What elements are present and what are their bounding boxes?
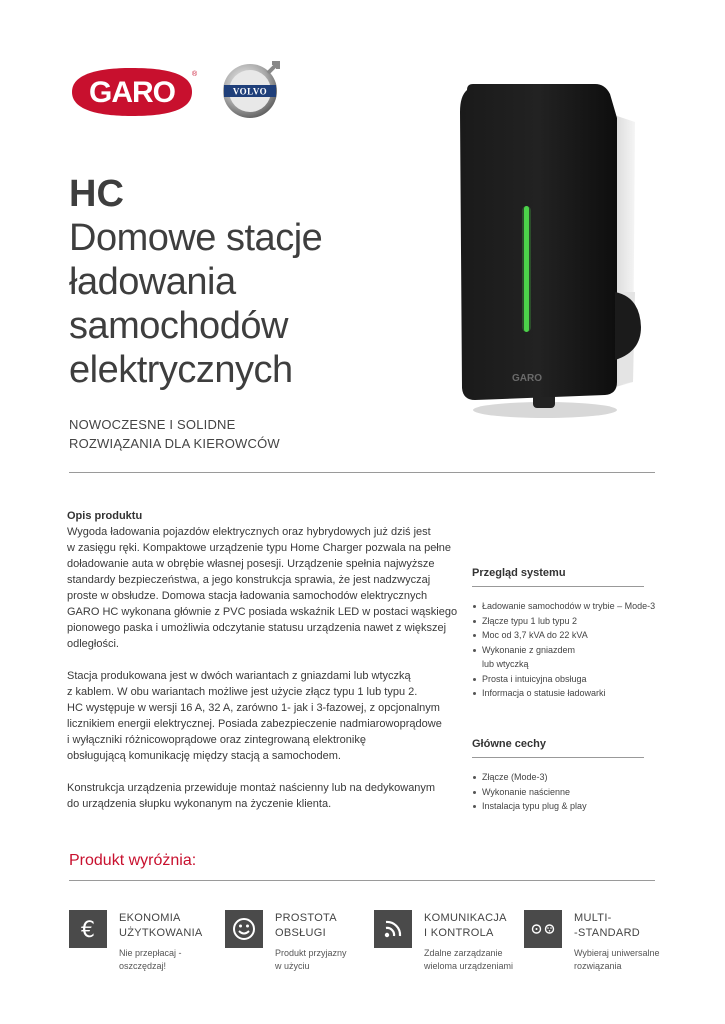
- section-heading: Główne cechy: [472, 738, 546, 750]
- list-item: Instalacja typu plug & play: [472, 799, 657, 814]
- paragraph: Konstrukcja urządzenia przewiduje montaż naścienny lub na dedykowanym do urządzenia słupku wykonanym na życzenie klienta.: [67, 782, 436, 810]
- list-item: Złącze typu 1 lub typu 2: [472, 614, 657, 629]
- paragraph: Wygoda ładowania pojazdów elektrycznych oraz hybrydowych już dziś jest w zasięgu ręki. Kompaktowe urządzenie typu Home Charger pozwala na pełne doładowanie auta w obrębie własnej posesji. Urządzenie spełnia najwyższe standardy bezpieczeństwa, a jego konstrukcja sprawia, że jest nadzwyczaj proste w obsłudze. Domowa stacja ładowania samochodów elektrycznych GARO HC wykonana głównie z PVC posiada wskaźnik LED w postaci wąskiego pionowego paska i umożliwia odczytanie statusu urządzenia nawet z większej odległości.: [67, 526, 458, 650]
- list-item: Wykonanie z gniazdem lub wtyczką: [472, 643, 657, 672]
- list-item: Moc od 3,7 kVA do 22 kVA: [472, 628, 657, 643]
- svg-text:®: ®: [192, 71, 198, 78]
- highlight-text: Zdalne zarządzanie wieloma urządzeniami: [424, 948, 514, 971]
- model-name: HC: [69, 173, 124, 215]
- product-description: [67, 508, 458, 828]
- highlight-title: EKONOMIA UŻYTKOWANIA: [119, 912, 203, 939]
- highlight-title: KOMUNIKACJA I KONTROLA: [424, 912, 507, 939]
- smiley-icon: [225, 910, 263, 948]
- divider: [69, 880, 655, 881]
- title-line: ładowania: [69, 261, 236, 303]
- section-heading: Przegląd systemu: [472, 567, 566, 579]
- divider: [472, 586, 644, 587]
- list-item: Złącze (Mode-3): [472, 770, 657, 785]
- title-line: elektrycznych: [69, 349, 293, 391]
- system-overview: [472, 566, 657, 701]
- highlight-text: Produkt przyjazny w użyciu: [275, 948, 347, 971]
- signal-icon: [374, 910, 412, 948]
- page-title: [69, 172, 429, 392]
- highlights-heading: Produkt wyróżnia:: [69, 852, 197, 869]
- highlight-title: MULTI- -STANDARD: [574, 912, 641, 939]
- main-features: [472, 737, 657, 814]
- title-line: Domowe stacje: [69, 217, 323, 259]
- highlight-title: PROSTOTA OBSŁUGI: [275, 912, 337, 939]
- euro-icon: [69, 910, 107, 948]
- paragraph: Stacja produkowana jest w dwóch wariantach z gniazdami lub wtyczką z kablem. W obu wariantach możliwe jest użycie złącz typu 1 lub typu 2. HC występuje w wersji 16 A, 32 A, zarówno 1- jak i 3-fazowej, z opcjonalnym licznikiem energii elektrycznej. Posiada zabezpieczenie nadmiarowoprądowe i wyłączniki różnicowoprądowe oraz zintegrowaną elektronikę obsługującą komunikację między stacją a samochodem.: [67, 670, 442, 762]
- svg-text:GARO: GARO: [512, 373, 542, 384]
- connectors-icon: [524, 910, 562, 948]
- svg-text:GARO: GARO: [89, 76, 175, 109]
- subtitle: NOWOCZESNE I SOLIDNE ROZWIĄZANIA DLA KIEROWCÓW: [69, 417, 280, 451]
- svg-text:VOLVO: VOLVO: [232, 86, 268, 97]
- list-item: Wykonanie naścienne: [472, 785, 657, 800]
- features-list: [472, 770, 657, 814]
- list-item: Prosta i intuicyjna obsługa: [472, 672, 657, 687]
- highlight-text: Wybieraj uniwersalne rozwiązania: [574, 948, 660, 971]
- volvo-logo: [218, 55, 286, 123]
- highlight-text: Nie przepłacaj - oszczędzaj!: [119, 948, 182, 971]
- divider: [69, 472, 655, 473]
- list-item: Ładowanie samochodów w trybie – Mode-3: [472, 599, 657, 614]
- divider: [472, 757, 644, 758]
- garo-logo: [68, 66, 196, 118]
- svg-text:€: €: [81, 918, 95, 943]
- overview-list: [472, 599, 657, 701]
- section-heading: Opis produktu: [67, 510, 143, 522]
- charger-image: [455, 82, 645, 422]
- title-line: samochodów: [69, 305, 288, 347]
- list-item: Informacja o statusie ładowarki: [472, 686, 657, 701]
